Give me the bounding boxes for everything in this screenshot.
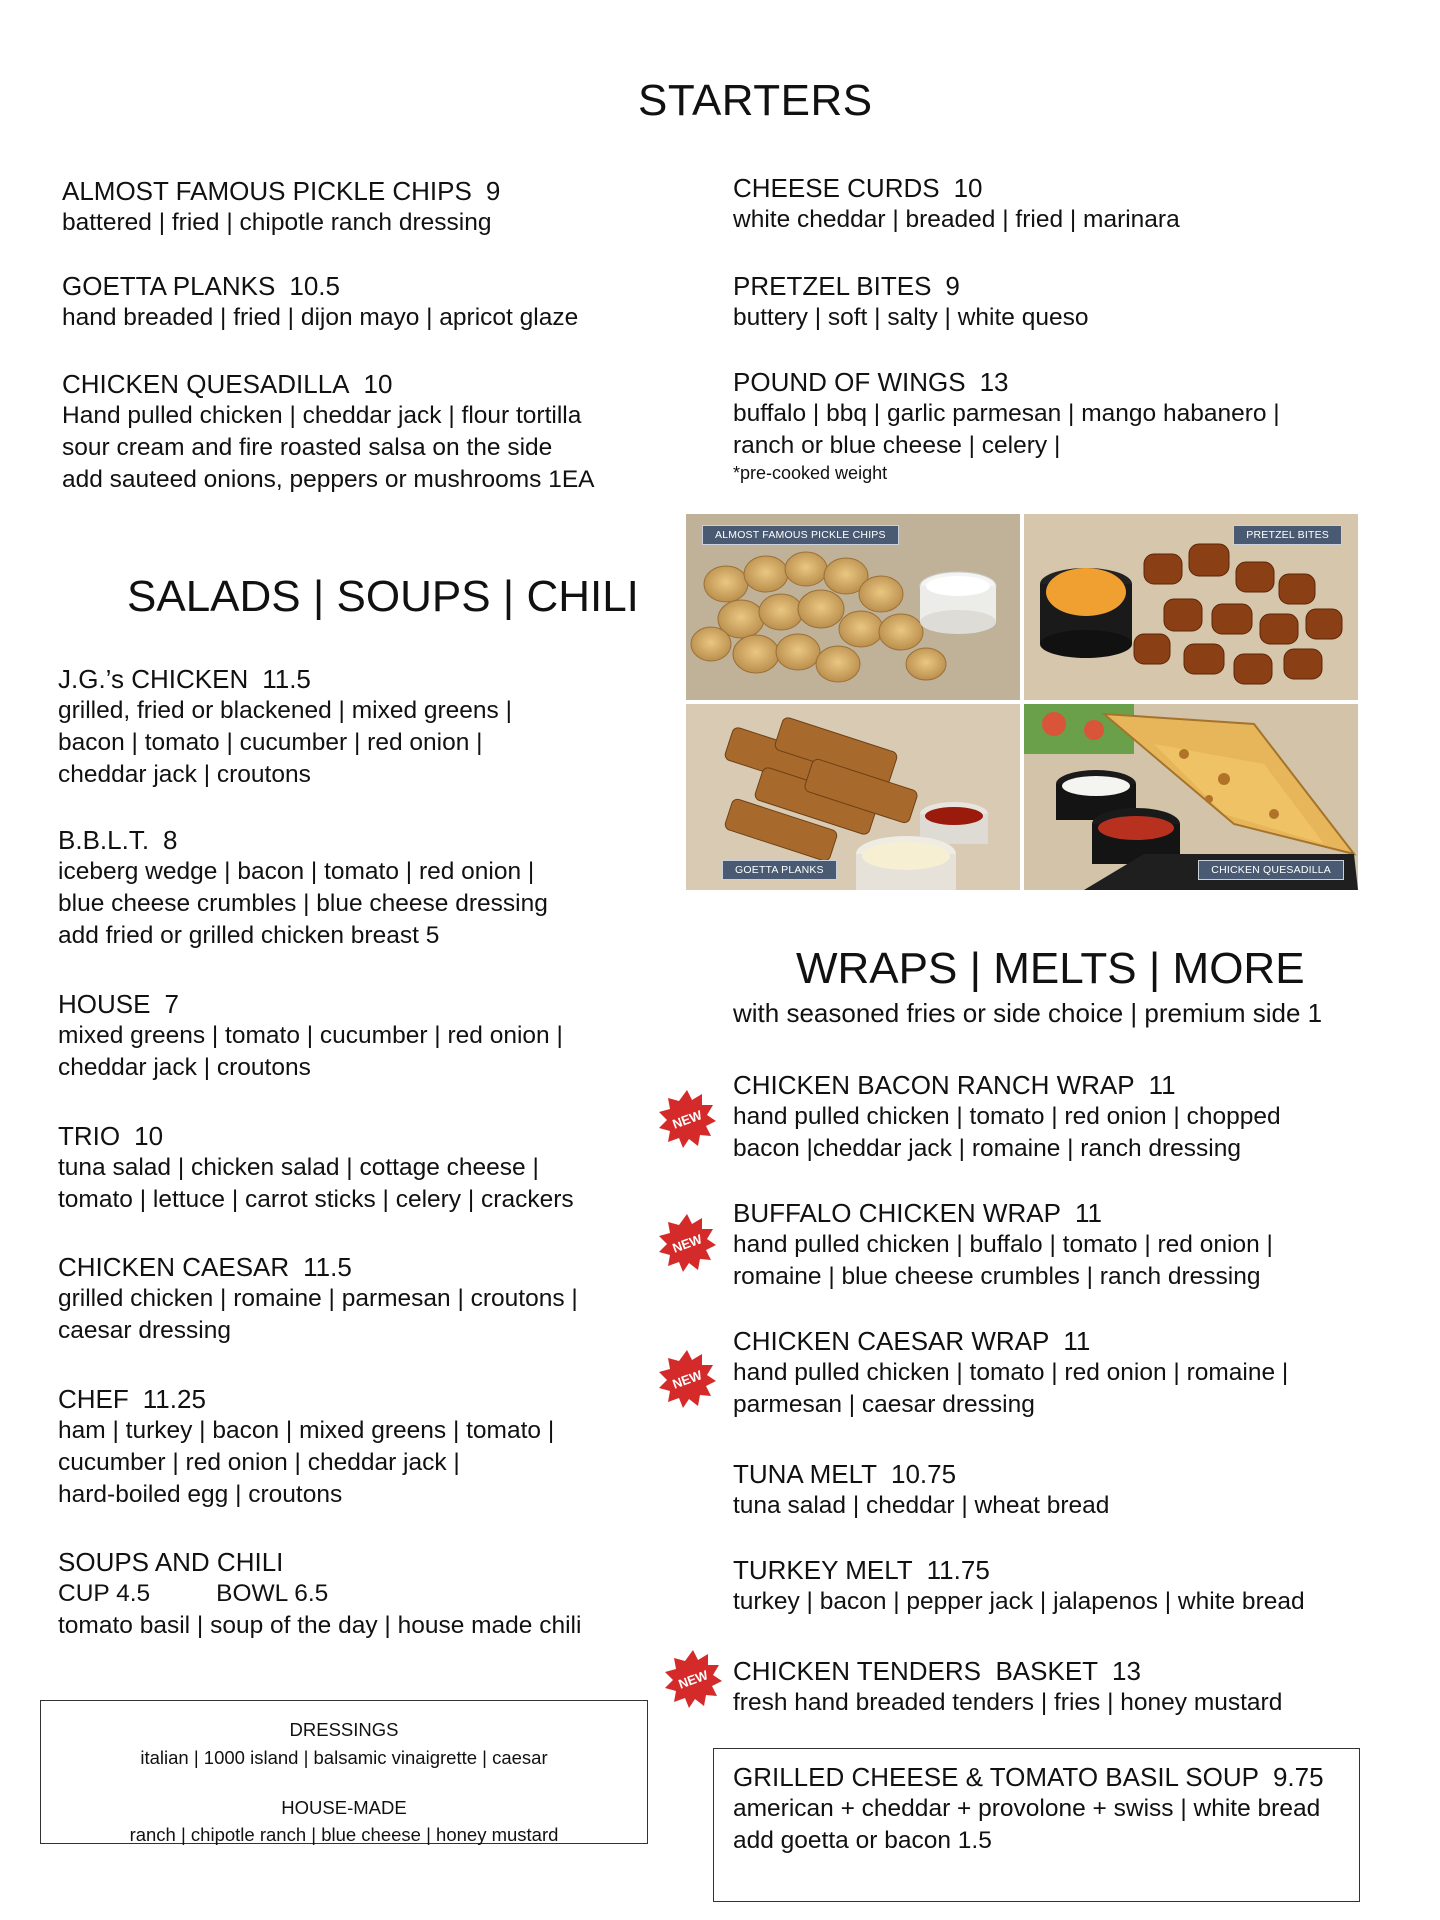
item-name: CHEESE CURDS 10 bbox=[733, 173, 983, 203]
item-desc: add sauteed onions, peppers or mushrooms 1EA bbox=[62, 466, 595, 493]
item-desc: cheddar jack | croutons bbox=[58, 761, 311, 788]
item-desc: american + cheddar + provolone + swiss | white bread bbox=[733, 1795, 1321, 1822]
item-price: 10.75 bbox=[890, 1459, 957, 1489]
item-desc: grilled, fried or blackened | mixed greens | bbox=[58, 697, 512, 724]
badge-text: NEW bbox=[670, 1107, 704, 1132]
item-desc: hand pulled chicken | tomato | red onion | romaine | bbox=[733, 1359, 1289, 1386]
wraps-section-title: WRAPS | MELTS | MORE bbox=[796, 944, 1305, 993]
wraps-subtitle: with seasoned fries or side choice | premium side 1 bbox=[733, 998, 1323, 1028]
item-desc: turkey | bacon | pepper jack | jalapenos | white bread bbox=[733, 1588, 1305, 1615]
item-desc: cheddar jack | croutons bbox=[58, 1054, 311, 1081]
item-desc: hand pulled chicken | buffalo | tomato | red onion | bbox=[733, 1231, 1273, 1258]
item-desc: battered | fried | chipotle ranch dressing bbox=[62, 209, 492, 236]
item-desc: hard-boiled egg | croutons bbox=[58, 1481, 343, 1508]
photo-label: GOETTA PLANKS bbox=[722, 860, 837, 880]
item-name: CHICKEN CAESAR WRAP 11 bbox=[733, 1326, 1091, 1356]
item-name: POUND OF WINGS 13 bbox=[733, 367, 1009, 397]
new-badge-icon bbox=[656, 1088, 718, 1150]
item-price: 7 bbox=[164, 989, 179, 1019]
item-name: CHEF 11.25 bbox=[58, 1384, 206, 1414]
item-price: 13 bbox=[1112, 1656, 1141, 1686]
photo-goetta-planks bbox=[686, 704, 1020, 890]
item-desc: ranch or blue cheese | celery | bbox=[733, 432, 1061, 459]
item-desc: Hand pulled chicken | cheddar jack | flour tortilla bbox=[62, 402, 582, 429]
item-name: J.G.’s CHICKEN 11.5 bbox=[58, 664, 311, 694]
dressings-list: italian | 1000 island | balsamic vinaigrette | caesar bbox=[140, 1747, 548, 1768]
item-desc: fresh hand breaded tenders | fries | honey mustard bbox=[733, 1689, 1283, 1716]
item-desc: blue cheese crumbles | blue cheese dressing bbox=[58, 890, 548, 917]
item-desc: sour cream and fire roasted salsa on the side bbox=[62, 434, 553, 461]
menu-item-goetta-planks bbox=[62, 270, 578, 334]
item-desc: iceberg wedge | bacon | tomato | red onion | bbox=[58, 858, 535, 885]
housemade-title: HOUSE-MADE bbox=[281, 1797, 407, 1818]
new-badge-icon bbox=[656, 1348, 718, 1410]
item-name: BUFFALO CHICKEN WRAP 11 bbox=[733, 1198, 1102, 1228]
item-desc: mixed greens | tomato | cucumber | red onion | bbox=[58, 1022, 563, 1049]
photo-label: PRETZEL BITES bbox=[1233, 525, 1342, 545]
item-name: B.B.L.T. 8 bbox=[58, 825, 178, 855]
grilled-cheese-box bbox=[713, 1748, 1360, 1902]
item-desc: cucumber | red onion | cheddar jack | bbox=[58, 1449, 460, 1476]
item-price: 11.75 bbox=[926, 1555, 990, 1585]
bowl-price: BOWL 6.5 bbox=[216, 1580, 329, 1607]
menu-item-chicken-caesar-wrap bbox=[733, 1325, 1288, 1421]
item-name: TURKEY MELT 11.75 bbox=[733, 1555, 990, 1585]
item-name: CHICKEN CAESAR 11.5 bbox=[58, 1252, 352, 1282]
item-name: SOUPS AND CHILI bbox=[58, 1547, 284, 1577]
menu-item-cheese-curds bbox=[733, 172, 1180, 236]
item-price: 11 bbox=[1063, 1326, 1091, 1356]
item-desc: caesar dressing bbox=[58, 1317, 231, 1344]
item-desc: tomato basil | soup of the day | house made chili bbox=[58, 1612, 582, 1639]
item-price: 11.25 bbox=[142, 1384, 206, 1414]
item-name: GRILLED CHEESE & TOMATO BASIL SOUP 9.75 bbox=[733, 1762, 1324, 1792]
item-price: 9 bbox=[485, 176, 501, 206]
item-name: PRETZEL BITES 9 bbox=[733, 271, 960, 301]
menu-item-trio bbox=[58, 1120, 574, 1216]
menu-item-jgs-chicken bbox=[58, 663, 512, 791]
menu-item-house bbox=[58, 988, 563, 1084]
menu-item-soups-and-chili bbox=[58, 1546, 581, 1642]
item-name: CHICKEN BACON RANCH WRAP 11 bbox=[733, 1070, 1176, 1100]
menu-item-chicken-quesadilla bbox=[62, 368, 595, 496]
item-price: 10.5 bbox=[289, 271, 340, 301]
item-price: 9.75 bbox=[1272, 1762, 1324, 1792]
item-desc: tuna salad | chicken salad | cottage cheese | bbox=[58, 1154, 539, 1181]
menu-item-pickle-chips bbox=[62, 175, 500, 239]
item-desc: grilled chicken | romaine | parmesan | croutons | bbox=[58, 1285, 578, 1312]
photo-label: CHICKEN QUESADILLA bbox=[1198, 860, 1344, 880]
item-note: *pre-cooked weight bbox=[733, 463, 888, 483]
food-photo-grid bbox=[686, 514, 1358, 890]
menu-item-pretzel-bites bbox=[733, 270, 1088, 334]
menu-item-chicken-caesar bbox=[58, 1251, 578, 1347]
badge-text: NEW bbox=[670, 1367, 704, 1392]
badge-text: NEW bbox=[670, 1231, 704, 1256]
item-name: CHICKEN TENDERS BASKET 13 bbox=[733, 1656, 1141, 1686]
item-desc: bacon |cheddar jack | romaine | ranch dressing bbox=[733, 1135, 1242, 1162]
photo-pretzel-bites bbox=[1024, 514, 1358, 700]
photo-label: ALMOST FAMOUS PICKLE CHIPS bbox=[702, 525, 899, 545]
item-desc: ham | turkey | bacon | mixed greens | tomato | bbox=[58, 1417, 555, 1444]
item-name: ALMOST FAMOUS PICKLE CHIPS 9 bbox=[62, 176, 501, 206]
soup-sizes bbox=[58, 1578, 581, 1610]
item-name: HOUSE 7 bbox=[58, 989, 179, 1019]
starters-title: STARTERS bbox=[638, 76, 873, 125]
item-price: 11.5 bbox=[303, 1252, 352, 1282]
item-price: 11 bbox=[1074, 1198, 1102, 1228]
item-desc: tomato | lettuce | carrot sticks | celery | crackers bbox=[58, 1186, 574, 1213]
item-desc: bacon | tomato | cucumber | red onion | bbox=[58, 729, 483, 756]
menu-item-tuna-melt bbox=[733, 1458, 1109, 1522]
item-desc: buttery | soft | salty | white queso bbox=[733, 304, 1089, 331]
dressings-box bbox=[40, 1700, 648, 1844]
item-price: 10 bbox=[134, 1121, 164, 1151]
cup-price: CUP 4.5 bbox=[58, 1580, 151, 1607]
item-price: 10 bbox=[953, 173, 983, 203]
menu-item-grilled-cheese bbox=[733, 1761, 1324, 1857]
new-badge-icon bbox=[662, 1648, 724, 1710]
item-price: 11 bbox=[1148, 1070, 1176, 1100]
photo-pickle-chips bbox=[686, 514, 1020, 700]
item-name: GOETTA PLANKS 10.5 bbox=[62, 271, 340, 301]
item-desc: tuna salad | cheddar | wheat bread bbox=[733, 1492, 1110, 1519]
item-desc: white cheddar | breaded | fried | marinara bbox=[733, 206, 1180, 233]
item-name: TRIO 10 bbox=[58, 1121, 164, 1151]
menu-item-chicken-bacon-ranch-wrap bbox=[733, 1069, 1281, 1165]
item-price: 10 bbox=[363, 369, 393, 399]
item-name: TUNA MELT 10.75 bbox=[733, 1459, 957, 1489]
item-price: 8 bbox=[163, 825, 178, 855]
item-price: 13 bbox=[979, 367, 1009, 397]
photo-chicken-quesadilla bbox=[1024, 704, 1358, 890]
item-desc: hand breaded | fried | dijon mayo | apricot glaze bbox=[62, 304, 579, 331]
menu-item-turkey-melt bbox=[733, 1554, 1305, 1618]
item-desc: romaine | blue cheese crumbles | ranch dressing bbox=[733, 1263, 1261, 1290]
item-name: CHICKEN QUESADILLA 10 bbox=[62, 369, 393, 399]
salads-section-title: SALADS | SOUPS | CHILI bbox=[127, 572, 639, 621]
item-price: 9 bbox=[945, 271, 960, 301]
menu-item-chicken-tenders-basket bbox=[733, 1655, 1282, 1719]
menu-item-bblt bbox=[58, 824, 548, 952]
housemade-list: ranch | chipotle ranch | blue cheese | honey mustard bbox=[129, 1824, 559, 1845]
item-desc: add goetta or bacon 1.5 bbox=[733, 1827, 992, 1854]
item-desc: buffalo | bbq | garlic parmesan | mango habanero | bbox=[733, 400, 1280, 427]
item-desc: add fried or grilled chicken breast 5 bbox=[58, 922, 440, 949]
item-price: 11.5 bbox=[262, 664, 311, 694]
badge-text: NEW bbox=[676, 1667, 710, 1692]
item-desc: hand pulled chicken | tomato | red onion | chopped bbox=[733, 1103, 1281, 1130]
item-desc: parmesan | caesar dressing bbox=[733, 1391, 1035, 1418]
menu-item-chef bbox=[58, 1383, 554, 1511]
menu-item-buffalo-chicken-wrap bbox=[733, 1197, 1273, 1293]
dressings-title: DRESSINGS bbox=[289, 1719, 399, 1740]
new-badge-icon bbox=[656, 1212, 718, 1274]
menu-item-pound-of-wings bbox=[733, 366, 1280, 484]
